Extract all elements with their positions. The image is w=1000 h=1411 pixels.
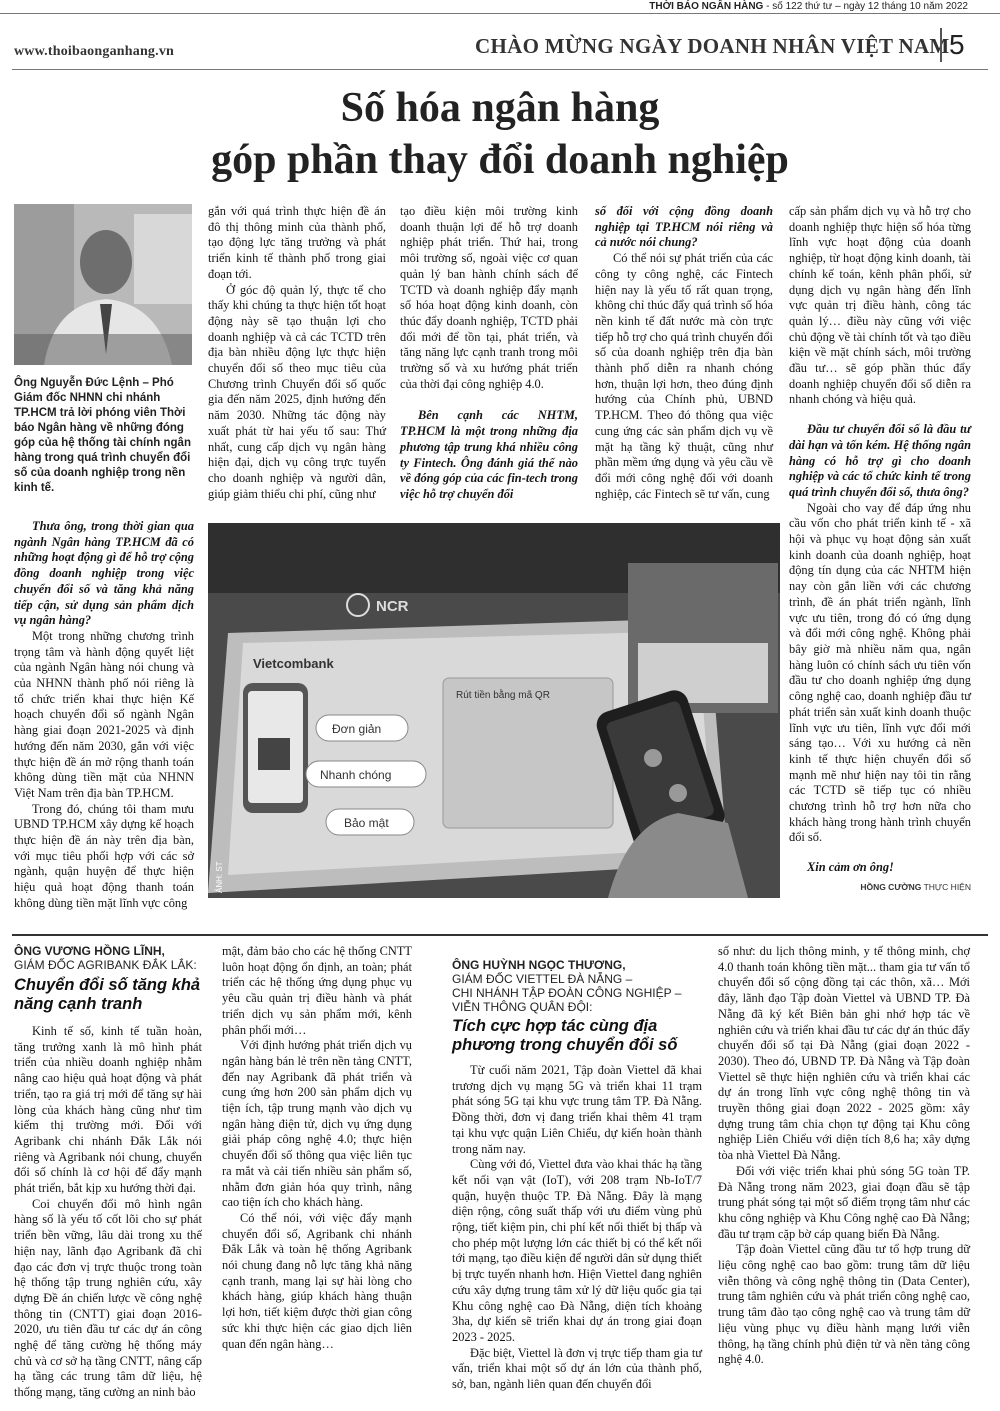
viettel-paragraph-3: Đặc biệt, Viettel là đơn vị trực tiếp tham gia tư vấn, triển khai một số dự án lớn của thành phố, sở, ban, ngành liên quan đến chuyển đổi — [452, 1345, 702, 1392]
section-title: CHÀO MỪNG NGÀY DOANH NHÂN VIỆT NAM — [475, 34, 950, 58]
agribank-paragraph-3: mật, đảm bảo cho các hệ thống CNTT luôn hoạt động ổn định, an toàn; phát triển các hệ thống ứng dụng phục vụ yêu cầu quản trị điều hành và phát triển dịch vụ sản phẩm mới, kênh phân phối mới… — [222, 944, 412, 1037]
publication-info — [649, 1, 968, 12]
viettel-paragraph-5: Đối với việc triển khai phủ sóng 5G toàn TP. Đà Nẵng trong năm 2023, giai đoạn đầu sẽ tập trung phát sóng tại một số điểm trọng tâm như các khu công nghiệp và Khu Công nghệ cao Đà Nẵng; đầu tư trạm cặp bờ cáp quang biển Đà Nẵng. — [718, 1163, 970, 1241]
viettel-column-2 — [718, 944, 970, 1368]
viettel-person — [452, 958, 702, 972]
question-2: Bên cạnh các NHTM, TP.HCM là một trong những địa phương tập trung khá nhiều công ty Fintech. Ông đánh giá thế nào về đóng góp của các fin-tech trong việc hỗ trợ chuyển đổi — [400, 408, 578, 501]
viettel-paragraph-6: Tập đoàn Viettel cũng đầu tư tổ hợp trung dữ liệu công nghệ cao bao gồm: trung tâm dữ liệu viễn thông và công nghệ thông tin (Data Center), trung tâm nghiên cứu và phát triển công nghệ cao, trung tâm đào tạo công nghệ cao và trung tâm dữ liệu vùng phục vụ điều hành mạng lưới viễn thông, hạ tầng chính phủ điện tử và nền tảng công nghệ 4.0. — [718, 1242, 970, 1367]
atm-brand: Vietcombank — [253, 656, 334, 671]
column-3-paragraph-1: tạo điều kiện môi trường kinh doanh thuận lợi để hỗ trợ doanh nghiệp phát triển. Thứ hai, trong môi trường số, ngoài việc cơ quan quản lý ban hành chính sách để TCTD và doanh nghiệp đẩy mạnh số hóa hoạt động kinh doanh, còn thúc đẩy doanh nghiệp, TCTD phải đổi mới để tồn tại, phát triển, và tăng năng lực cạnh tranh trong môi trường số và xu hướng phát triển của thời đại công nghiệp 4.0. — [400, 204, 578, 391]
agribank-paragraph-5: Có thể nói, với việc đẩy mạnh chuyển đổi số, Agribank chi nhánh Đắk Lắk và toàn hệ thống Agribank nói chung đang nỗ lực tăng khả năng cạnh tranh, mang lại sự hài lòng cho khách hàng, giúp khách hàng thuận lợi hơn, tiết kiệm được thời gian công sức khi thực hiện các giao dịch liên quan đến ngân hàng… — [222, 1210, 412, 1351]
issue-info: - số 122 thứ tư – ngày 12 tháng 10 năm 2022 — [766, 1, 968, 12]
viettel-paragraph-1: Từ cuối năm 2021, Tập đoàn Viettel đã khai trương dịch vụ mạng 5G và triển khai 11 trạm phát sóng 5G tại khu vực trung tâm TP. Đà Nẵng. Đồng thời, đơn vị đang triển khai thêm 41 trạm tại khu vực quận Liên Chiểu, dự kiến hoàn thành trong năm nay. — [452, 1063, 702, 1156]
viettel-header — [452, 958, 702, 1055]
author-name: HỒNG CƯỜNG — [860, 881, 922, 892]
website-url[interactable]: www.thoibaonganhang.vn — [14, 44, 175, 59]
column-2-paragraph-2: Ở góc độ quản lý, thực tế cho thấy khi chúng ta thực hiện tốt hoạt động này sẽ tạo thuận lợi cho doanh nghiệp và cả các TCTD trên địa bàn nhiều động lực thực hiện chuyển đổi số theo mục tiêu của Chương trình Chuyển đổi số quốc gia đến năm 2025, định hướng đến năm 2030. Những tác động này xuất phát từ hai yếu tố sau: Thứ nhất, cung cấp dịch vụ ngân hàng hiện đại, dịch vụ công trực tuyến cho doanh nghiệp và người dân, giúp giảm thiểu chi phí, cũng như — [208, 282, 386, 501]
viettel-paragraph-2: Cùng với đó, Viettel đưa vào khai thác hạ tầng kết nối vạn vật (IoT), với 208 trạm Nb-IoT/7 quận, huyện thuộc TP. Đà Nẵng. Đây là mạng diện rộng, công suất thấp với ưu điểm vùng phủ rộng, tiết kiệm pin, chi phí kết nối thiết bị thấp và cho phép một lượng lớn các thiết bị có thể kết nối tới mạng, tạo điều kiện để người dân sử dụng thiết bị trực tuyến nhanh hơn. Hiện Viettel đang nghiên cứu xây dựng trung tâm xử lý dữ liệu quốc gia tại Khu công nghệ cao Đà Nẵng, diện tích khoảng 3ha, dự kiến sẽ triển khai dự án trong giai đoạn 2023 - 2025. — [452, 1157, 702, 1344]
author-credit — [789, 880, 971, 896]
column-2-paragraph-1: gắn với quá trình thực hiện đề án đô thị thông minh của thành phố, tạo động lực tăng trưởng và phát triển kinh tế thành phố trong giai đoạn tới. — [208, 204, 386, 281]
atm-photo — [208, 523, 780, 898]
portrait-illustration — [14, 204, 192, 365]
answer-1-paragraph-2: Trong đó, chúng tôi tham mưu UBND TP.HCM xây dựng kế hoạch thực hiện đề án này trên địa bàn, với mục tiêu phối hợp với các sở ngành, quận huyện để thực hiện hiệu quả hoạt động thanh toán không dùng tiền mặt lĩnh vực công — [14, 801, 194, 910]
agribank-column-1 — [14, 1024, 202, 1401]
viettel-person-name: ÔNG HUỲNH NGỌC THƯƠNG, — [452, 958, 626, 972]
agribank-paragraph-1: Kinh tế số, kinh tế tuần hoàn, tăng trưởng xanh là mô hình phát triển của nhiều doanh nghiệp nhằm nâng cao hiệu quả hoạt động và phát triển, tạo ra giá trị mới để tăng sự hài lòng của khách hàng cũng như tìm kiếm thị trường mới. Đối với Agribank chi nhánh Đắk Lắk nói riêng và Agribank nói chung, chuyển đổi số chính là cơ hội để đẩy mạnh phát triển, bắt kịp xu hướng thời đại. — [14, 1024, 202, 1196]
viettel-paragraph-4: số như: du lịch thông minh, y tế thông minh, chợ 4.0 thanh toán không tiền mặt... tham gia tư vấn tổ chuyển đổi số cộng đồng tại các thôn, xã… Mới đây, lãnh đạo Tập đoàn Viettel và UBND TP. Đà Nẵng đã ký kết Biên bản ghi nhớ hợp tác về nghiên cứu và triển khai đầu tư các dự án thúc đẩy chuyển đổi số tại Đà Nẵng (giai đoạn 2022 - 2030). Theo đó, UBND TP. Đà Nẵng và Tập đoàn Viettel sẽ thực hiện nghiên cứu và triển khai các dự án trong lĩnh vực công nghệ thông tin và truyền thông giai đoạn 2022 - 2025 gồm: xây dựng trung tâm chia chọn tự động tại Khu công nghiệp Liên Chiểu với diện tích 8,6 ha; xây dựng tòa nhà Viettel Đà Nẵng. — [718, 944, 970, 1163]
question-3: Đầu tư chuyển đổi số là đầu tư dài hạn và tốn kém. Hệ thống ngân hàng có hỗ trợ gì cho doanh nghiệp và các tổ chức kinh tế trong quá trình chuyển đổi số, thưa ông? — [789, 422, 971, 499]
headline-line-1: Số hóa ngân hàng — [340, 85, 660, 131]
column-5-paragraph-1: cấp sản phẩm dịch vụ và hỗ trợ cho doanh nghiệp thực hiện số hóa từng lĩnh vực hoạt động của doanh nghiệp, từ hoạt động kinh doanh, tài chính kế toán, kênh phân phối, sử dụng dịch vụ ngân hàng đến lĩnh vực quản trị điều hành, công tác quản lý… điều này cũng với việc chủ động về tài chính tốt và tạo điều kiện về mặt chính sách, môi trường đầu tư… sẽ góp phần thúc đẩy doanh nghiệp chuyển đổi số diễn ra nhanh chóng và hiệu quả. — [789, 204, 971, 407]
column-2 — [208, 204, 386, 502]
viettel-person-title-3: VIỄN THÔNG QUÂN ĐỘI: — [452, 1000, 593, 1014]
atm-button-3: Bảo mật — [344, 816, 389, 830]
agribank-column-2 — [222, 944, 412, 1352]
agribank-paragraph-4: Với định hướng phát triển dịch vụ ngân hàng bán lẻ trên nền tảng CNTT, đến nay Agribank đã phát triển và cung ứng hơn 200 sản phẩm dịch vụ tiện ích, tập trung mạnh vào dịch vụ ngân hàng điện tử, dịch vụ ứng dụng giải pháp công nghệ 4.0; thực hiện chuyển đổi số thông qua việc liên tục ra mắt và cải tiến nhiều sản phẩm số, nhằm đơn giản hóa quy trình, nâng cao tiện ích cho khách hàng. — [222, 1038, 412, 1210]
ncr-logo: NCR — [376, 598, 409, 615]
photo-credit: ẢNH: ST — [215, 861, 224, 893]
column-3 — [400, 204, 578, 503]
portrait-caption: Ông Nguyễn Đức Lệnh – Phó Giám đốc NHNN chi nhánh TP.HCM trả lời phóng viên Thời báo Ngân hàng về những đóng góp của hệ thống tài chính ngân hàng trong quá trình chuyển đổi số của doanh nghiệp trong nền kinh tế. — [14, 377, 191, 494]
question-2-continued: số đối với cộng đồng doanh nghiệp tại TP.HCM nói riêng và cả nước nói chung? — [595, 204, 773, 250]
top-strip — [0, 0, 1000, 14]
viettel-person-title-1: GIÁM ĐỐC VIETTEL ĐÀ NẴNG – — [452, 972, 633, 986]
viettel-column-1 — [452, 1063, 702, 1393]
portrait-photo — [14, 204, 192, 365]
section-divider — [12, 934, 988, 936]
atm-button-1: Đơn giản — [332, 722, 382, 736]
column-4 — [595, 204, 773, 502]
headline-line-2: góp phần thay đổi doanh nghiệp — [211, 137, 789, 183]
atm-qr-label: Rút tiền bằng mã QR — [456, 690, 550, 701]
agribank-subhead: Chuyển đổi số tăng khả năng cạnh tranh — [14, 976, 201, 1013]
page-number: 5 — [940, 28, 980, 62]
column-5 — [789, 204, 971, 896]
answer-1-paragraph-1: Một trong những chương trình trọng tâm và hành động quyết liệt của ngành Ngân hàng nói chung và của NHNN thành phố nói riêng là tổ chức triển khai thực hiện Kế hoạch chuyển đổi số ngành Ngân hàng giai đoạn 2021-2025 và định hướng đến năm 2030, gắn với việc thực hiện đề án mở rộng thanh toán không dùng tiền mặt của NHNN Việt Nam trên địa bàn TP.HCM. — [14, 628, 194, 800]
headline — [0, 82, 1000, 186]
question-1: Thưa ông, trong thời gian qua ngành Ngân hàng TP.HCM đã có những hoạt động gì để hỗ trợ cộng đồng doanh nghiệp trong việc chuyển đổi số và tăng khả năng tiếp cận, sử dụng sản phẩm dịch vụ ngân hàng? — [14, 519, 194, 628]
column-5-paragraph-2: Ngoài cho vay để đáp ứng nhu cầu vốn cho phát triển kinh tế - xã hội và phục vụ hoạt động sản xuất kinh doanh của doanh nghiệp, hoạt động tín dụng của các NHTM hiện nay còn gắn liền với các chương trình, đề án phát triển ngành, lĩnh vực ưu tiên, trong đó có ứng dụng và đổi mới công nghệ. Không phải bây giờ mà nhiều năm qua, ngân hàng luôn có chính sách ưu tiên vốn đầu tư cho doanh nghiệp ứng dụng công nghệ cao, doanh nghiệp đầu tư phát triển sản xuất kinh doanh thuộc lĩnh vực ưu tiên, lĩnh vực đổi mới sáng tạo… Với xu hướng cả nền kinh tế thực hiện chuyển đổi số mạnh mẽ như hiện nay tôi tin rằng các TCTD sẽ tiếp tục có nhiều chương trình hỗ trợ hơn nữa cho khách hàng trong hành trình chuyển đổi số. — [789, 500, 971, 845]
atm-button-2: Nhanh chóng — [320, 768, 392, 782]
agribank-paragraph-2: Coi chuyển đổi mô hình ngân hàng số là yếu tố cốt lõi cho sự phát triển bền vững, lâu dài trong xu thế hiện nay, lãnh đạo Agribank đã chỉ đạo các đơn vị trực thuộc trong toàn hệ thống tập trung nghiên cứu, xây dựng Đề án chiến lược về công nghệ thông tin (CNTT) giai đoạn 2016-2020, ưu tiên đầu tư các dự án công nghệ để tăng cường hệ thống máy chủ và cơ sở hạ tầng CNTT, nâng cấp hạ tầng các trung tâm dữ liệu, hệ thống mạng, tăng cường an ninh bảo — [14, 1196, 202, 1400]
viettel-subhead: Tích cực hợp tác cùng địa phương trong chuyển đổi số — [452, 1017, 678, 1054]
agribank-person-title: GIÁM ĐỐC AGRIBANK ĐẮK LẮK: — [14, 958, 197, 972]
column-1 — [14, 519, 194, 912]
closing-line: Xin cảm ơn ông! — [807, 860, 894, 875]
author-role: THỰC HIỆN — [923, 881, 971, 892]
header-rule — [12, 69, 988, 70]
atm-illustration — [208, 523, 780, 898]
viettel-person-title-2: CHI NHÁNH TẬP ĐOÀN CÔNG NGHIỆP – — [452, 986, 682, 1000]
agribank-person — [14, 944, 202, 958]
publication-name: THỜI BÁO NGÂN HÀNG — [649, 1, 764, 12]
agribank-person-name: ÔNG VƯƠNG HỒNG LĨNH, — [14, 944, 165, 958]
column-4-paragraph-1: Có thể nói sự phát triển của các công ty công nghệ, các Fintech hiện nay là yếu tố rất quan trọng, không chỉ thúc đẩy quá trình số hóa nền kinh tế đất nước mà còn trực tiếp hỗ trợ cho quá trình chuyển đổi số của doanh nghiệp trên địa bàn thành phố diễn ra nhanh chóng hơn, thuận lợi hơn, theo đúng định hướng của Chính phủ, UBND TP.HCM. Theo đó thông qua việc cung ứng các sản phẩm dịch vụ về mặt hạ tầng kỹ thuật, cũng như phần mềm ứng dụng và yêu cầu về đổi mới công nghệ đối với doanh nghiệp, các Fintech sẽ tư vấn, cung — [595, 251, 773, 501]
agribank-header — [14, 944, 202, 1014]
